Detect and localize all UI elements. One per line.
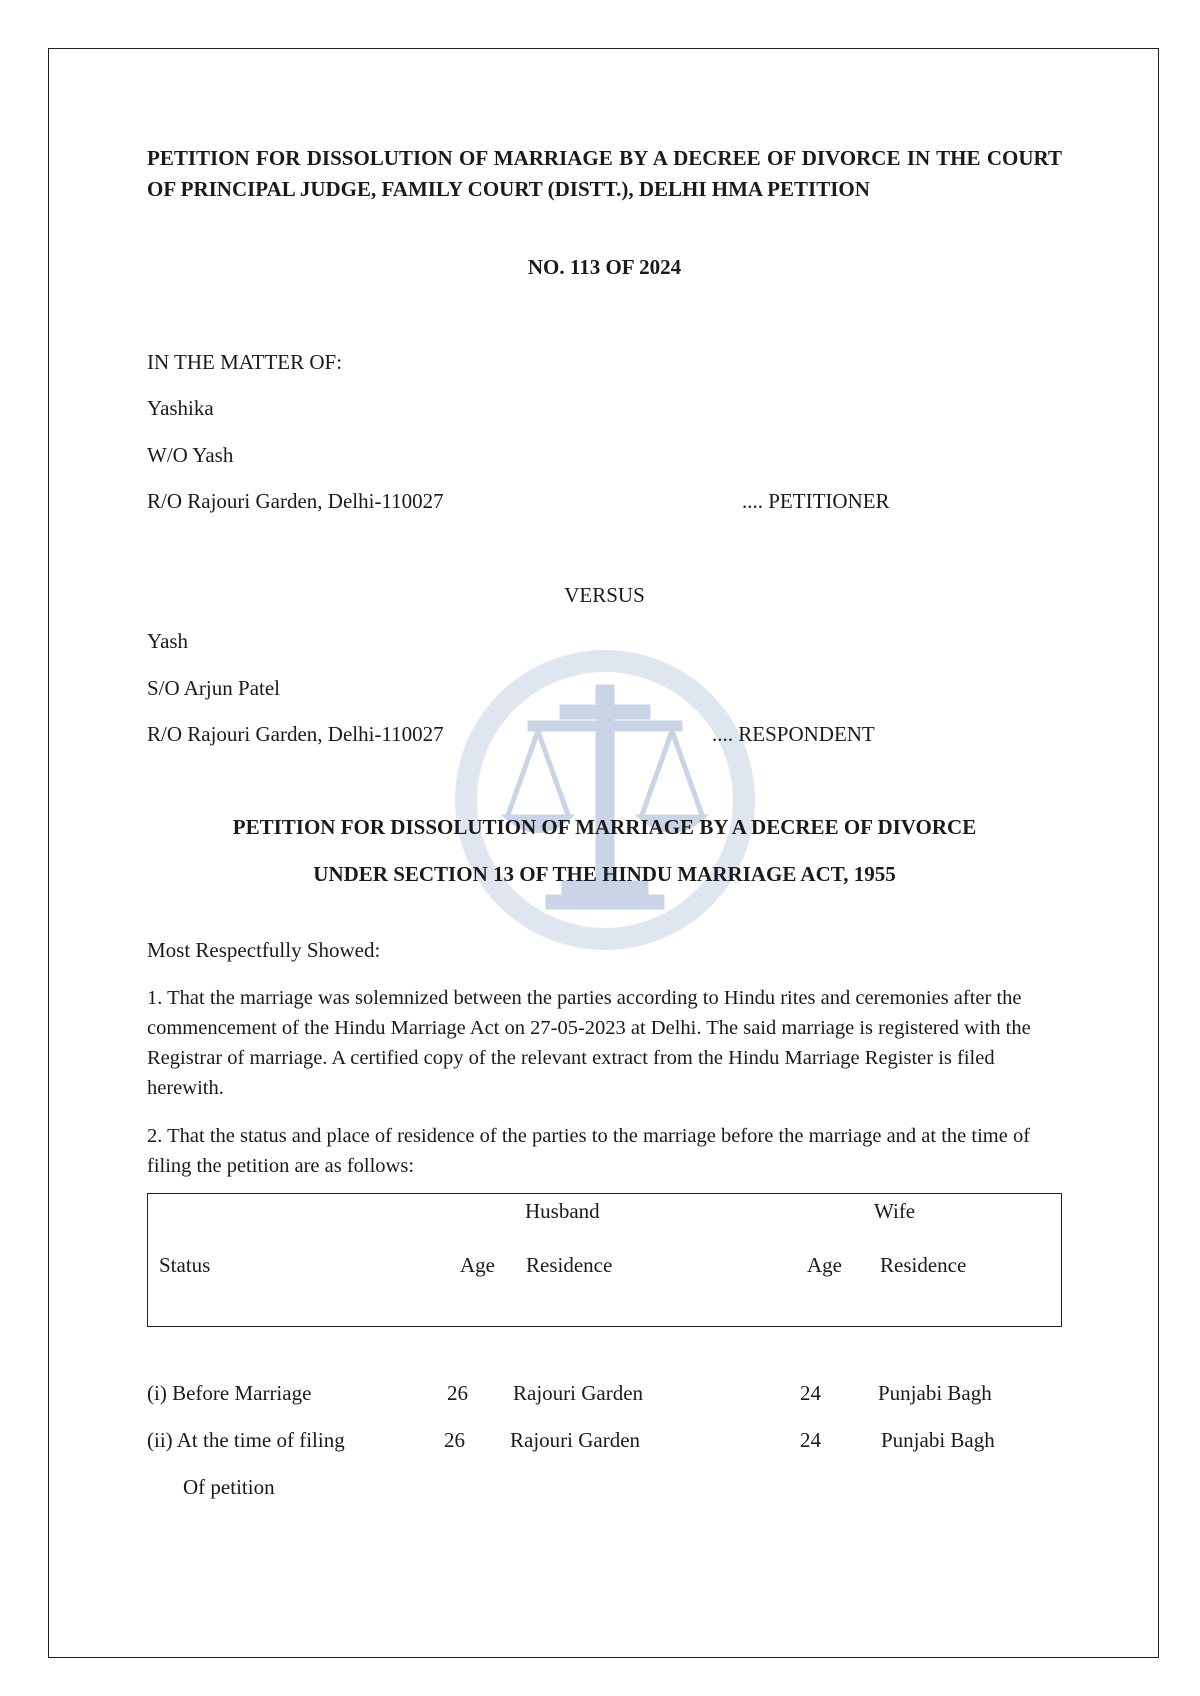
row-status: (ii) At the time of filing (147, 1428, 345, 1452)
versus-label: VERSUS (564, 583, 645, 607)
row-wife-residence: Punjabi Bagh (881, 1428, 995, 1452)
row-husband-age: 26 (444, 1428, 465, 1452)
respondent-role: .... RESPONDENT (712, 722, 875, 746)
row-status-continued: Of petition (183, 1475, 275, 1499)
wife-residence-label: Residence (880, 1253, 967, 1277)
wife-label: Wife (874, 1199, 916, 1223)
petition-heading-line2: UNDER SECTION 13 OF THE HINDU MARRIAGE ACT, 1955 (313, 862, 896, 886)
row-husband-residence: Rajouri Garden (513, 1381, 644, 1405)
document-title: PETITION FOR DISSOLUTION OF MARRIAGE BY A DECREE OF DIVORCE IN THE COURT OF PRINCIPAL JUDGE, FAMILY COURT (DISTT.), DELHI HMA PETITION (147, 146, 1062, 201)
row-husband-residence: Rajouri Garden (510, 1428, 641, 1452)
respondent-address: R/O Rajouri Garden, Delhi-110027 (147, 722, 444, 746)
petitioner-address: R/O Rajouri Garden, Delhi-110027 (147, 489, 444, 513)
scales-of-justice-watermark-icon (450, 645, 760, 955)
row-status: (i) Before Marriage (147, 1381, 312, 1405)
husband-residence-label: Residence (526, 1253, 613, 1277)
respondent-name: Yash (147, 629, 189, 653)
row-wife-age: 24 (800, 1428, 821, 1452)
petitioner-role: .... PETITIONER (742, 489, 890, 513)
petition-number: NO. 113 OF 2024 (527, 255, 682, 279)
matter-label: IN THE MATTER OF: (147, 350, 343, 374)
petitioner-relation: W/O Yash (147, 443, 234, 467)
wife-age-label: Age (807, 1253, 842, 1277)
petition-heading-line1: PETITION FOR DISSOLUTION OF MARRIAGE BY A DECREE OF DIVORCE (232, 815, 977, 839)
respondent-relation: S/O Arjun Patel (147, 676, 281, 700)
paragraph-2: 2. That the status and place of residence of the parties to the marriage before the marriage and at the time of filing the petition are as follows: (147, 1125, 1031, 1177)
paragraph-1: 1. That the marriage was solemnized between the parties according to Hindu rites and ceremonies after the commencement of the Hindu Marriage Act on 27-05-2023 at Delhi. The said marriage is registered with the Registrar of marriage. A certified copy of the relevant extract from the Hindu Marriage Register is filed herewith. (147, 987, 1031, 1099)
petitioner-name: Yashika (147, 396, 214, 420)
husband-age-label: Age (460, 1253, 495, 1277)
husband-label: Husband (525, 1199, 600, 1223)
status-label: Status (159, 1253, 211, 1277)
row-wife-age: 24 (800, 1381, 821, 1405)
salutation: Most Respectfully Showed: (147, 938, 381, 962)
row-wife-residence: Punjabi Bagh (878, 1381, 992, 1405)
row-husband-age: 26 (447, 1381, 468, 1405)
